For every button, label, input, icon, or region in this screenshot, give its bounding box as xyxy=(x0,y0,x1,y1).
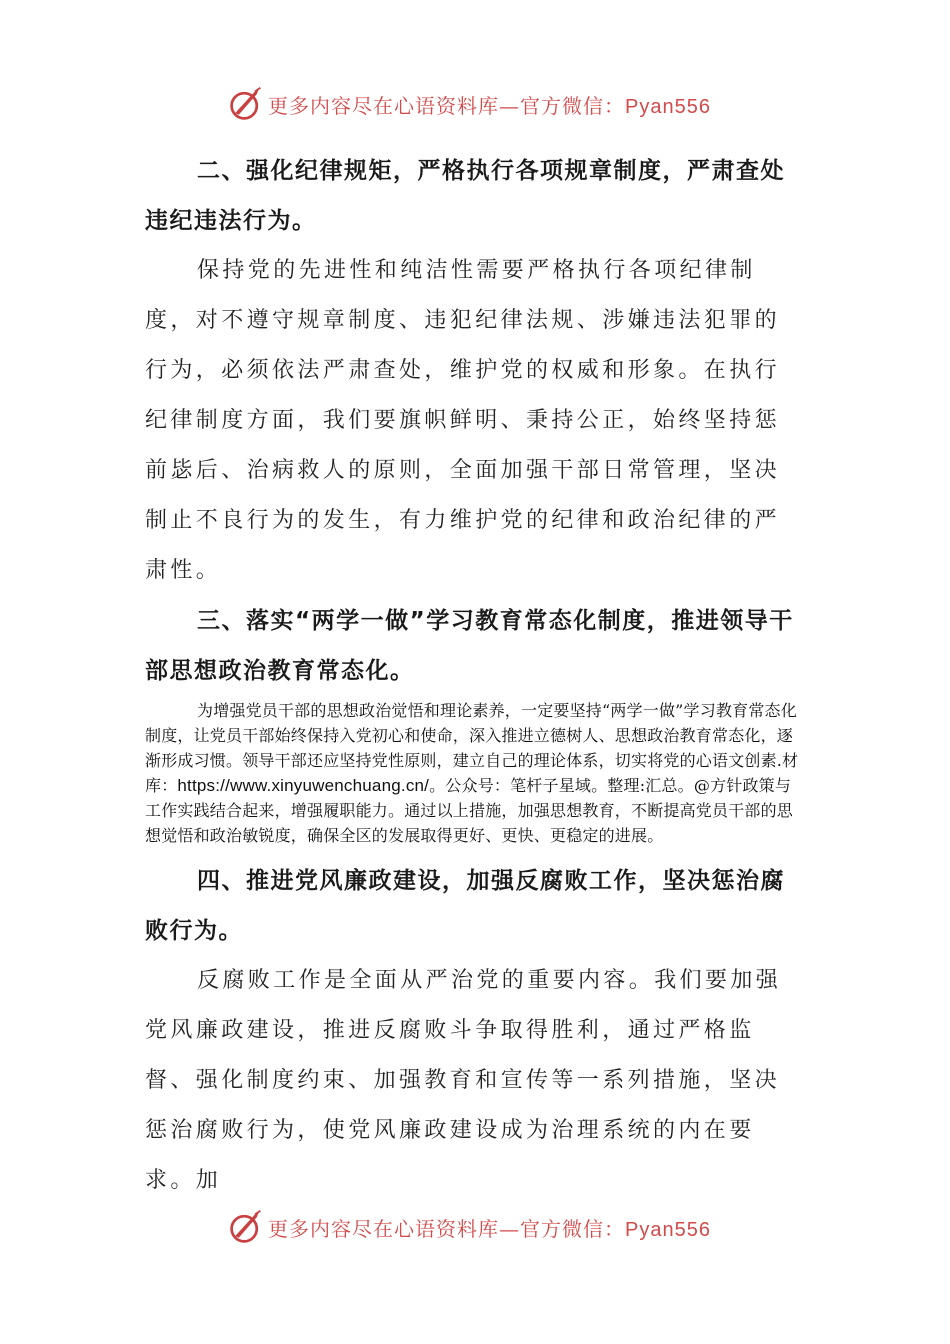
quill-logo-icon xyxy=(228,86,264,122)
section-heading: 三、落实“两学一做”学习教育常态化制度，推进领导干部思想政治教育常态化。 xyxy=(145,608,794,684)
section-heading: 四、推进党风廉政建设，加强反腐败工作，坚决惩治腐败行为。 xyxy=(145,868,785,944)
header-banner xyxy=(228,84,711,124)
section-paragraph: 反腐败工作是全面从严治党的重要内容。我们要加强党风廉政建设，推进反腐败斗争取得胜利，通过严格监督、强化制度约束、加强教育和宣传等一系列措施，坚决惩治腐败行为，使党风廉政建设成为治理系统的内在要求。加 xyxy=(145,968,782,1193)
wechat-id: Pyan556 xyxy=(625,1218,711,1241)
banner-text: 更多内容尽在心语资料库—官方微信：Pyan556 xyxy=(268,1216,711,1241)
section-paragraph-small: 为增强党员干部的思想政治觉悟和理论素养，一定要坚持“两学一做”学习教育常态化制度，让党员干部始终保持入党初心和使命，深入推进立德树人、思想政治教育常态化，逐渐形成习惯。领导干部还应坚持党性原则，建立自己的理论体系，切实将党的心语文创素.材库：https://www.xinyuwenchuang.cn/。公众号：笔杆子星域。整理:汇总。@方针政策与工作实践结合起来，增强履职能力。通过以上措施，加强思想教育，不断提高党员干部的思想觉悟和政治敏锐度，确保全区的发展取得更好、更快、更稳定的进展。 xyxy=(145,701,799,845)
wechat-id: Pyan556 xyxy=(625,95,711,118)
section-heading: 二、强化纪律规矩，严格执行各项规章制度，严肃查处违纪违法行为。 xyxy=(145,158,785,234)
section-paragraph: 保持党的先进性和纯洁性需要严格执行各项纪律制度，对不遵守规章制度、违犯纪律法规、涉嫌违法犯罪的行为，必须依法严肃查处，维护党的权威和形象。在执行纪律制度方面，我们要旗帜鲜明、秉持公正，始终坚持惩前毖后、治病救人的原则，全面加强干部日常管理，坚决制止不良行为的发生，有力维护党的纪律和政治纪律的严肃性。 xyxy=(145,258,781,583)
banner-text: 更多内容尽在心语资料库—官方微信：Pyan556 xyxy=(268,93,711,118)
footer-banner xyxy=(228,1207,711,1247)
quill-logo-icon xyxy=(228,1209,264,1245)
document-body xyxy=(145,146,805,1206)
resource-url: https://www.xinyuwenchuang.cn/ xyxy=(177,776,430,795)
